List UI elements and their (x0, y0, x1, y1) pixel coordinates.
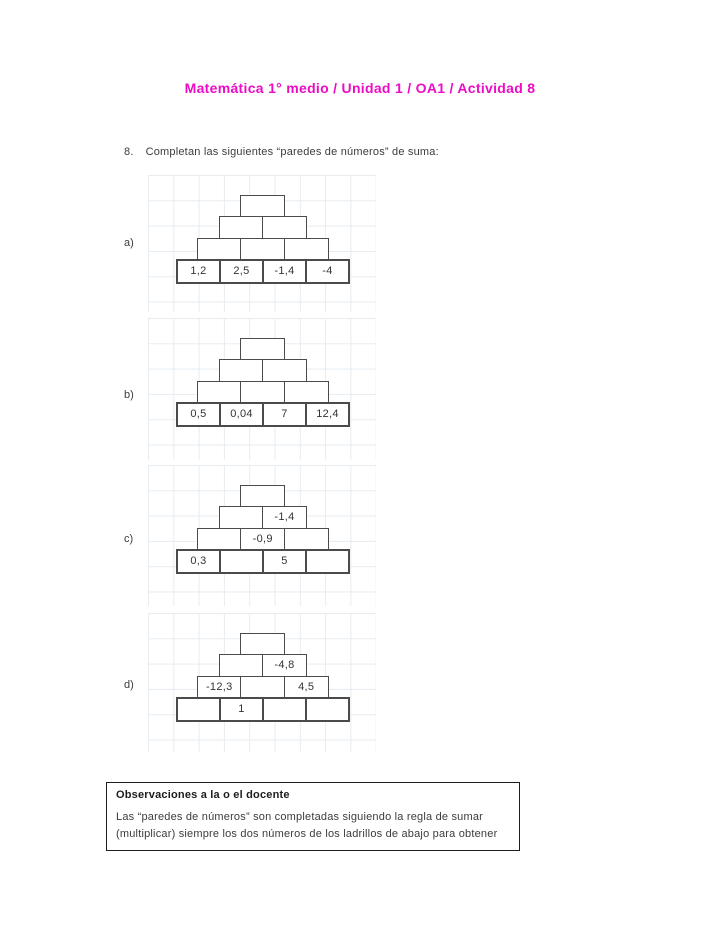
pyramid-cell-empty (262, 359, 307, 382)
pyramid-row (240, 195, 284, 218)
instruction (124, 146, 439, 158)
pyramid-cell-empty (240, 338, 285, 361)
pyramid (148, 465, 376, 574)
observations-box (106, 782, 520, 851)
pyramid-cell-empty (262, 697, 307, 722)
pyramid-cell-empty (197, 528, 242, 551)
pyramid-row (219, 359, 306, 382)
pyramid-cell-empty (284, 381, 329, 404)
observations-body: Las “paredes de números” son completadas siguiendo la regla de sumar (multiplicar) siempre los dos números de los ladrillos de abajo para obtener (116, 811, 498, 840)
pyramid-cell-empty (240, 485, 285, 508)
pyramid (148, 613, 376, 722)
pyramid-cell-empty (197, 238, 242, 261)
pyramid-cell-empty (240, 381, 285, 404)
pyramid-panel-c (148, 465, 376, 606)
pyramid (148, 318, 376, 427)
page-title: Matemática 1° medio / Unidad 1 / OA1 / Actividad 8 (184, 80, 536, 96)
pyramid (148, 175, 376, 284)
instruction-number: 8. (124, 146, 134, 158)
pyramid-cell-empty (305, 549, 350, 574)
pyramid-panel-a (148, 175, 376, 312)
pyramid-row (219, 216, 306, 239)
instruction-text: Completan las siguientes “paredes de números” de suma: (145, 146, 439, 158)
pyramid-row (240, 338, 284, 361)
pyramid-cell-empty (240, 195, 285, 218)
pyramid-cell-empty (240, 238, 285, 261)
pyramid-cell-empty (176, 697, 221, 722)
pyramid-row (176, 259, 348, 284)
pyramid-cell-filled: -0,9 (240, 528, 285, 551)
pyramid-cell-filled: 1 (219, 697, 264, 722)
pyramid-cell-filled: -1,4 (262, 506, 307, 529)
pyramid-cell-filled: 0,3 (176, 549, 221, 574)
pyramid-cell-empty (240, 676, 285, 699)
pyramid-row (176, 549, 348, 574)
pyramid-row (219, 654, 306, 677)
pyramid-row (240, 485, 284, 508)
pyramid-cell-filled: 4,5 (284, 676, 329, 699)
pyramid-cell-filled: -1,4 (262, 259, 307, 284)
pyramid-label-b: b) (124, 389, 134, 401)
pyramid-cell-empty (197, 381, 242, 404)
pyramid-row (197, 528, 328, 551)
pyramid-cell-empty (219, 654, 264, 677)
pyramid-row (176, 697, 348, 722)
pyramid-cell-filled: 12,4 (305, 402, 350, 427)
pyramid-row (240, 633, 284, 656)
pyramid-cell-filled: -12,3 (197, 676, 242, 699)
pyramid-cell-empty (284, 528, 329, 551)
pyramid-cell-empty (219, 359, 264, 382)
pyramid-cell-filled: -4 (305, 259, 350, 284)
pyramid-cell-filled: -4,8 (262, 654, 307, 677)
pyramid-cell-filled: 0,5 (176, 402, 221, 427)
pyramid-cell-filled: 0,04 (219, 402, 264, 427)
pyramid-cell-empty (262, 216, 307, 239)
pyramid-cell-empty (305, 697, 350, 722)
pyramid-row (197, 381, 328, 404)
pyramid-row (197, 676, 328, 699)
pyramid-row (197, 238, 328, 261)
pyramid-cell-filled: 2,5 (219, 259, 264, 284)
pyramid-cell-filled: 7 (262, 402, 307, 427)
pyramid-label-c: c) (124, 533, 134, 545)
pyramid-cell-filled: 1,2 (176, 259, 221, 284)
pyramid-row (219, 506, 306, 529)
pyramid-panel-b (148, 318, 376, 460)
pyramid-cell-filled: 5 (262, 549, 307, 574)
observations-title: Observaciones a la o el docente (116, 789, 290, 801)
pyramid-label-a: a) (124, 237, 134, 249)
pyramid-cell-empty (219, 549, 264, 574)
pyramid-cell-empty (219, 216, 264, 239)
pyramid-cell-empty (240, 633, 285, 656)
pyramid-label-d: d) (124, 679, 134, 691)
pyramid-row (176, 402, 348, 427)
pyramid-panel-d (148, 613, 376, 752)
pyramid-cell-empty (284, 238, 329, 261)
pyramid-cell-empty (219, 506, 264, 529)
